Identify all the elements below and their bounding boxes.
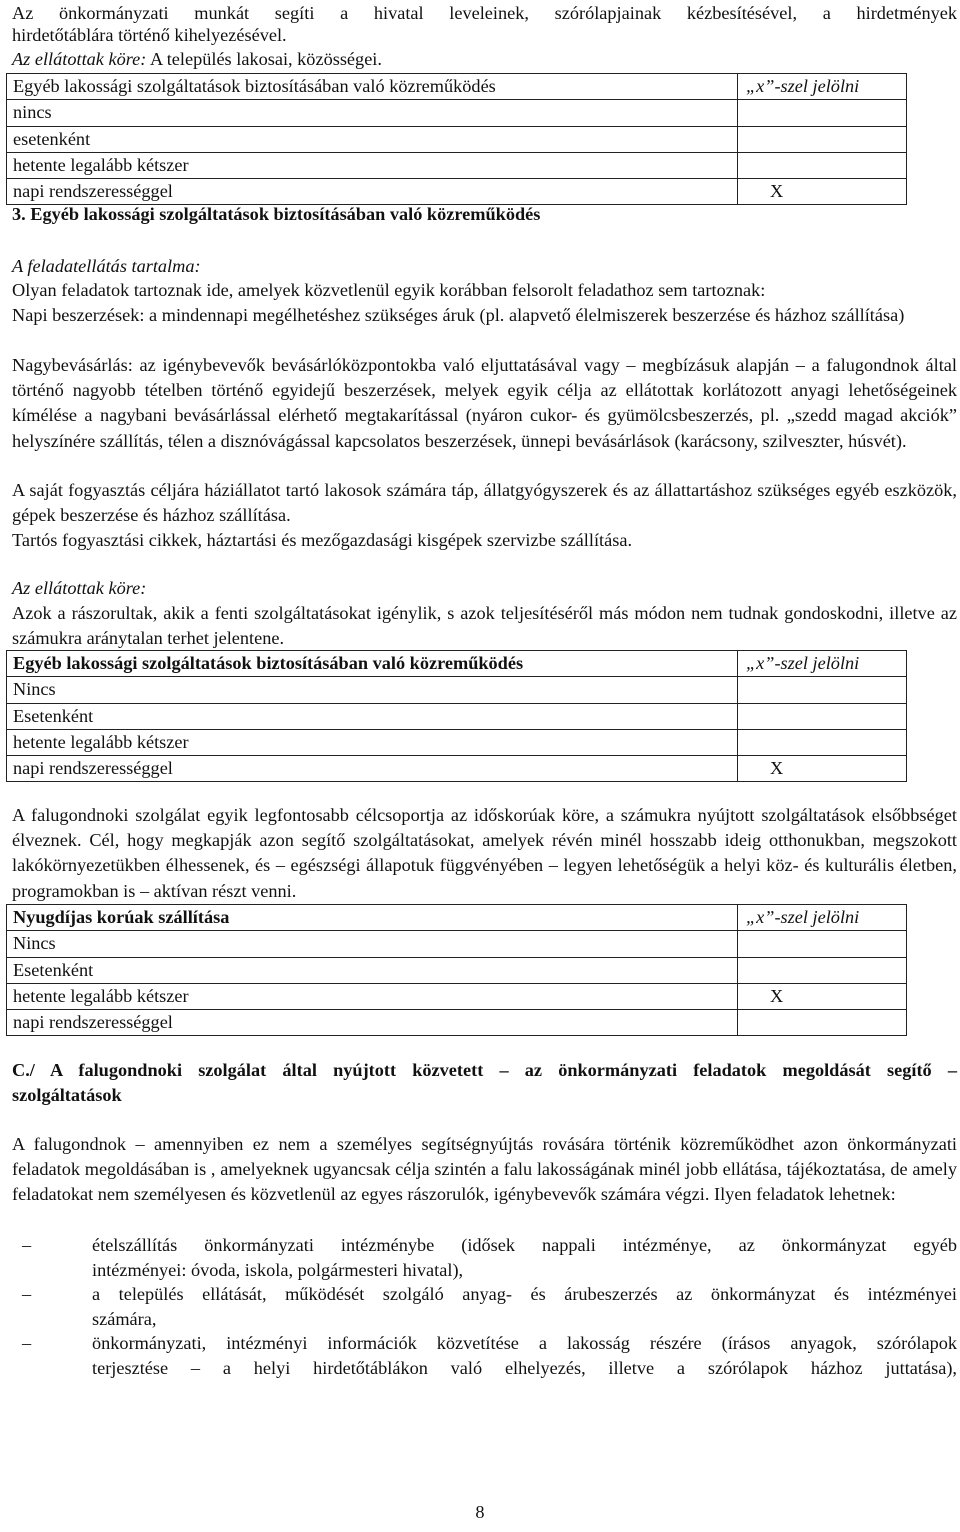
section-3-p4: A saját fogyasztás céljára háziállatot tartó lakosok számára táp, állatgyógyszerek és az állattartáshoz szükséges egyéb eszközök, gépek beszerzése és házhoz szállítása. <box>12 480 957 526</box>
option-mark <box>738 729 907 755</box>
list-item-line-2: terjesztése – a helyi hirdetőtáblákon való elhelyezés, illetve a szórólapok házhoz juttatása), <box>92 1358 957 1378</box>
dash-bullet: – <box>22 1284 32 1304</box>
mark-header: „x”-szel jelölni <box>738 74 907 100</box>
option-label: Esetenként <box>7 957 738 983</box>
recipients-text-2: Azok a rászorultak, akik a fenti szolgáltatásokat igénylik, s azok teljesítéséről más módon nem tudnak gondoskodni, illetve az számukra aránytalan terhet jelentene. <box>12 603 957 649</box>
content-label: A feladatellátás tartalma: <box>12 256 201 276</box>
list-item-line-1: önkormányzati, intézményi információk közvetítése a lakosság részére (írásos anyagok, szórólapok <box>92 1333 957 1353</box>
dash-bullet: – <box>22 1333 32 1353</box>
recipients-text: A település lakosai, közösségei. <box>149 49 382 69</box>
option-label: hetente legalább kétszer <box>7 983 738 1009</box>
option-mark: X <box>738 756 907 782</box>
intro-recipients <box>12 47 957 72</box>
intro-line-2: hirdetőtáblára történő kihelyezésével. <box>12 25 287 45</box>
option-label: nincs <box>7 100 738 126</box>
section-c-intro: A falugondnok – amennyiben ez nem a személyes segítségnyújtás rovására történik közreműködhet azon önkormányzati feladatok megoldásában is , amelyeknek ugyancsak célja szintén a falu lakosságának minél jobb ellátása, tájékoztatása, de amely feladatokat nem személyesen és közvetlenül az egyes rászorulók, igénybevevők számára végzi. Ilyen feladatok lehetnek: <box>12 1134 957 1205</box>
option-label: Nincs <box>7 677 738 703</box>
dash-bullet: – <box>22 1235 32 1255</box>
options-table-1 <box>6 73 907 205</box>
option-label: hetente legalább kétszer <box>7 729 738 755</box>
option-label: Nincs <box>7 931 738 957</box>
mark-header: „x”-szel jelölni <box>738 651 907 677</box>
section-c-title-line-2: szolgáltatások <box>12 1085 122 1105</box>
options-table-2 <box>6 650 907 782</box>
mark-header: „x”-szel jelölni <box>738 905 907 931</box>
list-item-line-1: a település ellátását, működését szolgáló anyag- és árubeszerzés az önkormányzat és intézményei <box>92 1284 957 1304</box>
option-mark <box>738 126 907 152</box>
section-3-p5: Tartós fogyasztási cikkek, háztartási és mezőgazdasági kisgépek szervizbe szállítása. <box>12 530 633 550</box>
option-label: Esetenként <box>7 703 738 729</box>
options-table-3 <box>6 904 907 1036</box>
option-label: napi rendszerességgel <box>7 1010 738 1036</box>
section-3-p2: Napi beszerzések: a mindennapi megélhetéshez szükséges áruk (pl. alapvető élelmiszerek beszerzése és házhoz szállítása) <box>12 305 905 325</box>
option-label: esetenként <box>7 126 738 152</box>
option-mark <box>738 957 907 983</box>
list-item <box>12 1233 957 1283</box>
option-label: napi rendszerességgel <box>7 179 738 205</box>
recipients-label: Az ellátottak köre: <box>12 49 147 69</box>
recipients-label-2: Az ellátottak köre: <box>12 578 147 598</box>
section-3-p1: Olyan feladatok tartoznak ide, amelyek közvetlenül egyik korábban felsorolt feladathoz sem tartoznak: <box>12 280 766 300</box>
table-heading: Egyéb lakossági szolgáltatások biztosításában való közreműködés <box>7 651 738 677</box>
intro-line-1: Az önkormányzati munkát segíti a hivatal leveleinek, szórólapjainak kézbesítésével, a hirdetmények <box>12 3 957 23</box>
option-mark <box>738 152 907 178</box>
option-label: hetente legalább kétszer <box>7 152 738 178</box>
section-3-p3: Nagybevásárlás: az igénybevevők bevásárlóközpontokba való eljuttatásával vagy – megbízásuk alapján – a falugondnok által történő nagyobb tételben történő egyidejű beszerzések, melyek egyik célja az ellátottak korlátozott anyagi lehetőségeinek kímélése a nagybani bevásárlással elérhető megtakarítással (nyáron cukor- és gyümölcsbeszerzés, pl. „szedd magad akciók” helyszínére szállítás, télen a disznóvágással kapcsolatos beszerzések, ünnepi bevásárlások (karácsony, szilveszter, húsvét). <box>12 355 957 451</box>
table-heading: Egyéb lakossági szolgáltatások biztosításában való közreműködés <box>7 74 738 100</box>
table-heading: Nyugdíjas korúak szállítása <box>7 905 738 931</box>
page-number: 8 <box>475 1502 485 1522</box>
list-item-line-1: ételszállítás önkormányzati intézménybe (idősek nappali intézménye, az önkormányzat egyéb <box>92 1235 957 1255</box>
list-item-line-2: számára, <box>92 1309 157 1329</box>
option-mark: X <box>738 179 907 205</box>
option-mark <box>738 703 907 729</box>
section-c-title-line-1: C./ A falugondnoki szolgálat által nyújtott közvetett – az önkormányzati feladatok megoldását segítő – <box>12 1060 957 1080</box>
section-3-title: 3. Egyéb lakossági szolgáltatások biztosításában való közreműködés <box>12 204 541 224</box>
list-item <box>12 1331 957 1381</box>
list-item <box>12 1282 957 1332</box>
option-mark <box>738 1010 907 1036</box>
option-mark <box>738 931 907 957</box>
option-mark: X <box>738 983 907 1009</box>
list-item-line-2: intézményei: óvoda, iskola, polgármesteri hivatal), <box>92 1260 464 1280</box>
option-mark <box>738 677 907 703</box>
option-mark <box>738 100 907 126</box>
elderly-paragraph: A falugondnoki szolgálat egyik legfontosabb célcsoportja az időskorúak köre, a számukra nyújtott szolgáltatások elsőbbséget élveznek. Cél, hogy megkapják azon segítő szolgáltatásokat, amelyek révén minél hosszabb ideig otthonukban, megszokott lakókörnyezetükben élhessenek, és – egészségi állapotuk függvényében – legyen lehetőségük a helyi köz- és kulturális életben, programokban is – aktívan részt venni. <box>12 805 957 901</box>
option-label: napi rendszerességgel <box>7 756 738 782</box>
